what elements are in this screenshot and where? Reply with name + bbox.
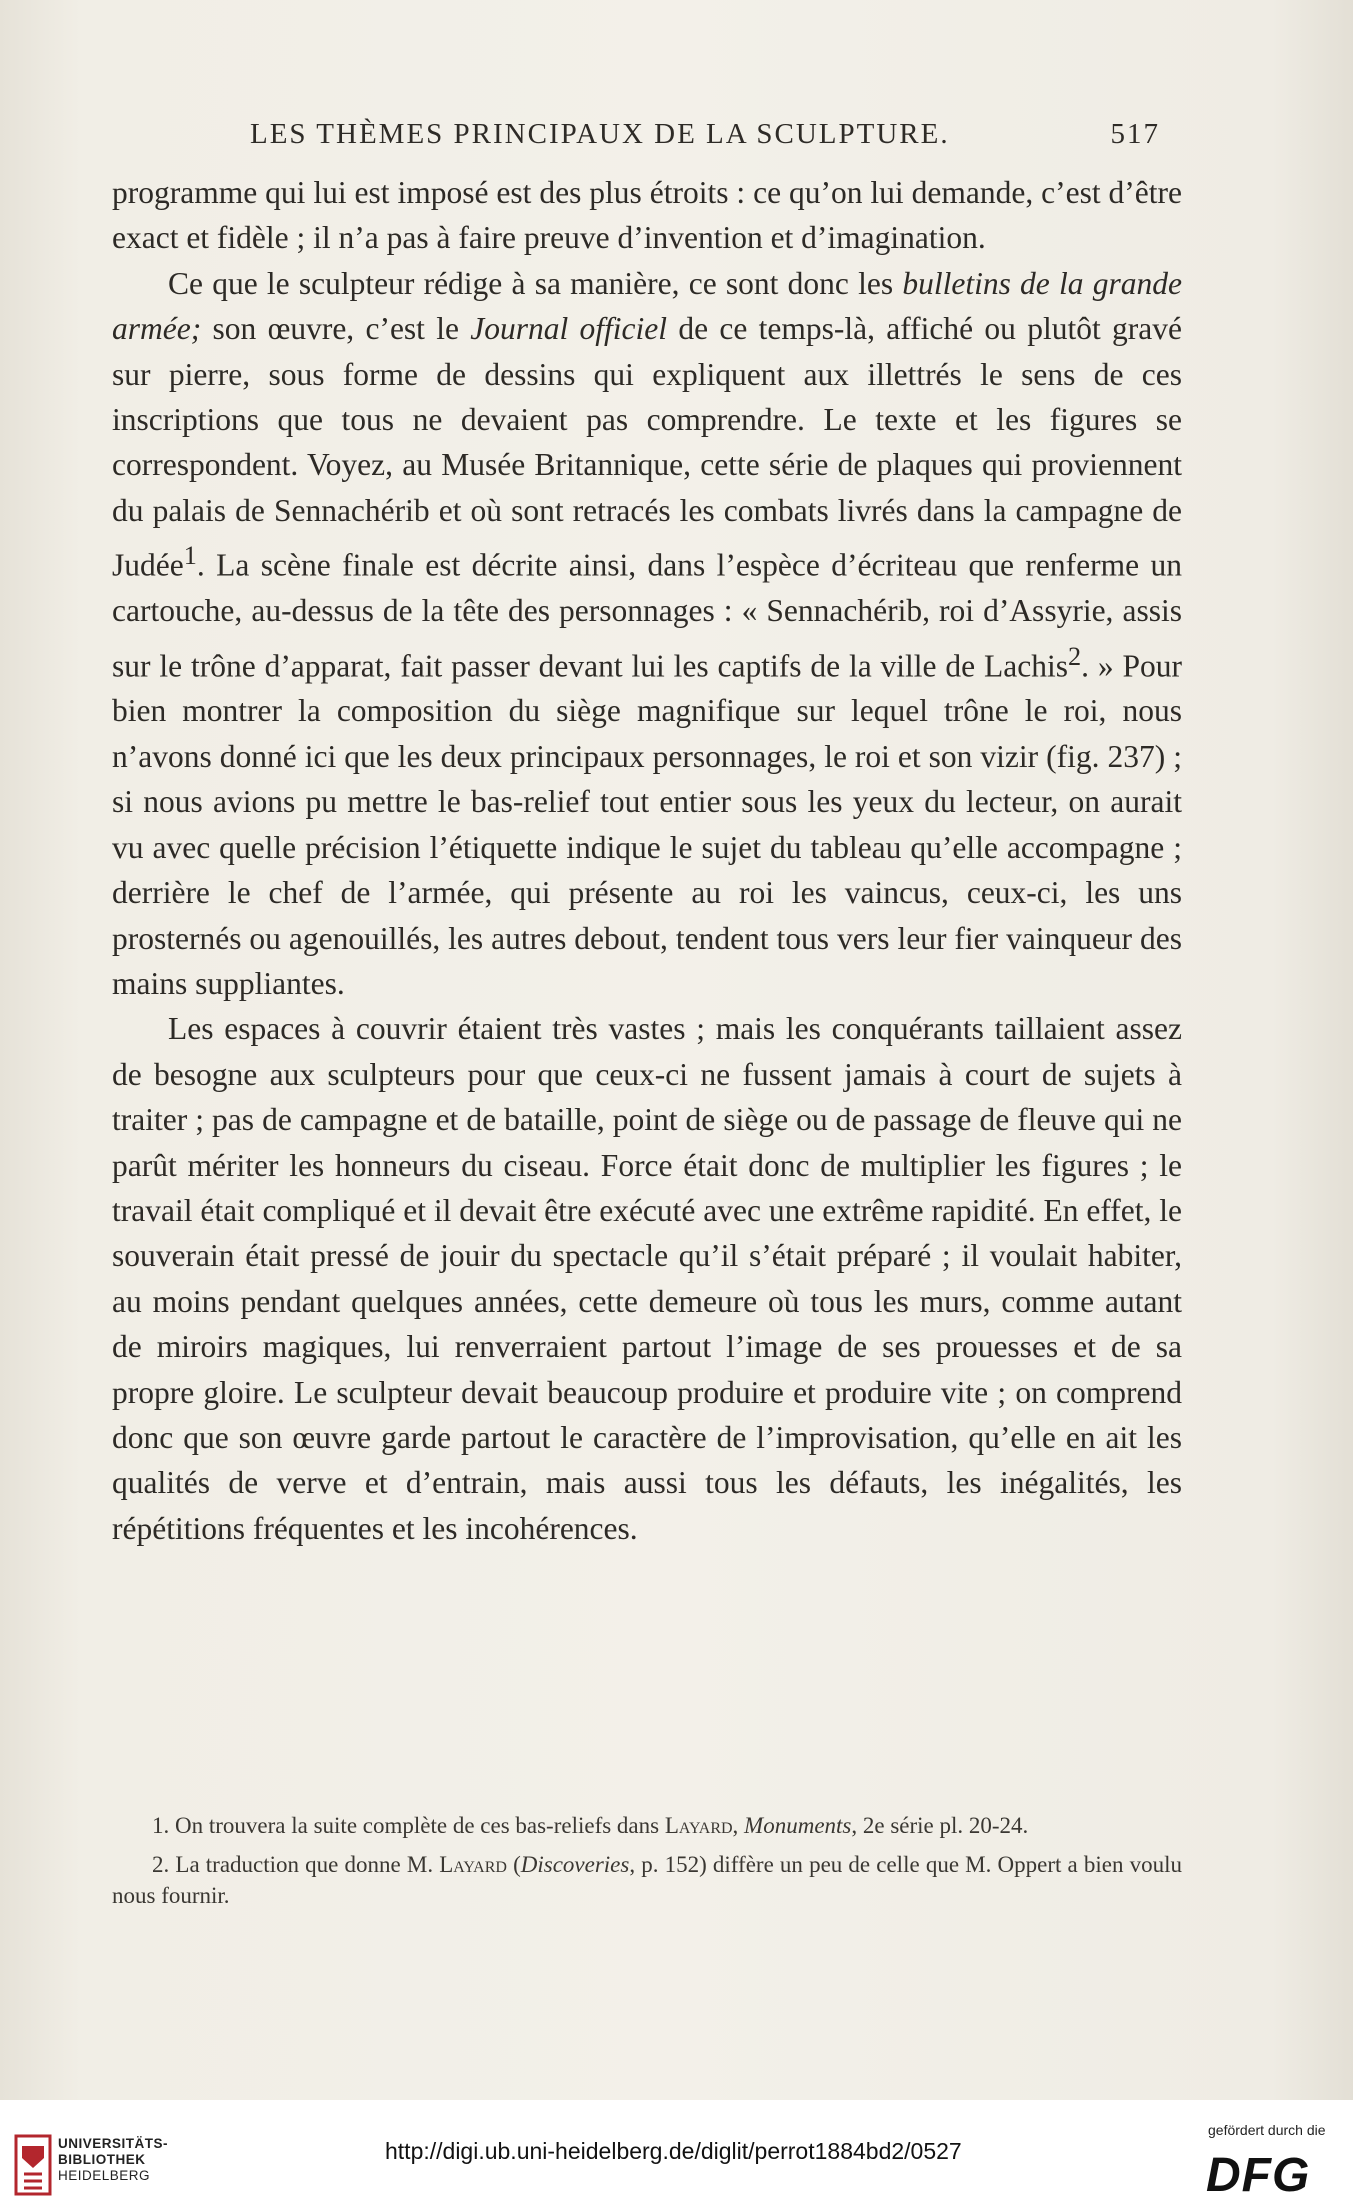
library-name-line-2: BIBLIOTHEK <box>58 2152 146 2167</box>
paragraph-3: Les espaces à couvrir étaient très vastes ; mais les conquérants taillaient assez de besogne aux sculpteurs pour que ceux-ci ne fussent jamais à court de sujets à traiter ; pas de campagne et de bataille, point de siège ou de passage de fleuve qui ne parût mériter les honneurs du ciseau. Force était donc de multiplier les figures ; le travail était compliqué et il devait être exécuté avec une extrême rapidité. En effet, le souverain était pressé de jouir du spectacle qu’il s’était préparé ; il voulait habiter, au moins pendant quelques années, cette demeure où tous les murs, comme autant de miroirs magiques, lui renverraient partout l’image de ses prouesses et de sa propre gloire. Le sculpteur devait beaucoup produire et produire vite ; on comprend donc que son œuvre garde partout le caractère de l’improvisation, qu’elle en ait les qualités de verve et d’entrain, mais aussi tous les défauts, les inégalités, les répétitions fréquentes et les incohérences. <box>112 1011 1182 1546</box>
university-library-logo-icon <box>14 2134 52 2196</box>
page-number: 517 <box>1110 118 1160 150</box>
footnote-ref-2: 2 <box>1067 641 1082 671</box>
footnote-1-number: 1. <box>152 1813 170 1838</box>
footnotes <box>112 1810 1182 1919</box>
footnote-2-title: Discoveries <box>520 1852 630 1877</box>
library-name <box>58 2136 168 2184</box>
paragraph-2-italic-journal: Journal officiel <box>470 311 668 347</box>
footnote-2 <box>112 1849 1182 1911</box>
footnote-2-number: 2. <box>152 1852 170 1877</box>
footnote-1-text-a: On trouvera la suite complète de ces bas-reliefs dans <box>169 1813 665 1838</box>
footnote-2-text-a: La traduction que donne M. <box>169 1852 440 1877</box>
paragraph-2 <box>112 261 1182 1007</box>
paragraph-2-text-a: Ce que le sculpteur rédige à sa manière, ce sont donc les <box>168 265 903 301</box>
paragraph-2-text-d: . La scène finale est décrite ainsi, dans l’espèce d’écriteau que renferme un cartouche, au-dessus de la tête des personnages : « Sennachérib, roi d’Assyrie, assis sur le trône d’apparat, fait passer devant lui les captifs de la ville de Lachis <box>112 547 1182 684</box>
footnote-1-title: Monuments <box>744 1813 852 1838</box>
body-text <box>112 170 1182 1551</box>
footnote-2-author: Layard <box>439 1852 507 1877</box>
footnote-2-text-b: ( <box>506 1852 521 1877</box>
paragraph-1: programme qui lui est imposé est des plus étroits : ce qu’on lui demande, c’est d’être exact et fidèle ; il n’a pas à faire preuve d’invention et d’imagination. <box>112 175 1182 256</box>
footnote-1-text-b: , <box>732 1813 745 1838</box>
footnote-2-text-c: , p. 152) diffère un peu de celle que M. Oppert a bien voulu nous fournir. <box>112 1852 1183 1908</box>
funded-by-label: gefördert durch die <box>1208 2122 1326 2138</box>
paragraph-2-text-b: son œuvre, c’est le <box>201 311 471 347</box>
paragraph-2-text-e: . » Pour bien montrer la composition du siège magnifique sur lequel trône le roi, nous n’avons donné ici que les deux principaux personnages, le roi et son vizir (fig. 237) ; si nous avions pu mettre le bas-relief tout entier sous les yeux du lecteur, on aurait vu avec quelle précision l’étiquette indique le sujet du tableau qu’elle accompagne ; derrière le chef de l’armée, qui présente au roi les vaincus, ceux-ci, les uns prosternés ou agenouillés, les autres debout, tendent tous vers leur fier vainqueur des mains suppliantes. <box>112 648 1182 1001</box>
footnote-1-text-c: , 2e série pl. 20-24. <box>851 1813 1029 1838</box>
running-head-title: LES THÈMES PRINCIPAUX DE LA SCULPTURE. <box>250 118 950 150</box>
footnote-1 <box>112 1810 1182 1841</box>
dfg-logo: DFG <box>1206 2149 1311 2202</box>
library-name-line-1: UNIVERSITÄTS- <box>58 2136 169 2151</box>
library-name-line-3: HEIDELBERG <box>58 2168 151 2183</box>
footnote-1-author: Layard <box>664 1813 733 1838</box>
footnote-ref-1: 1 <box>183 541 197 571</box>
source-url-link[interactable]: http://digi.ub.uni-heidelberg.de/diglit/perrot1884bd2/0527 <box>385 2138 962 2164</box>
paragraph-2-text-c: de ce temps-là, affiché ou plutôt gravé sur pierre, sous forme de dessins qui expliquent aux illettrés le sens de ces inscriptions que tous ne devaient pas comprendre. Le texte et les figures se correspondent. Voyez, au Musée Britannique, cette série de plaques qui proviennent du palais de Sennachérib et où sont retracés les combats livrés dans la campagne de Judée <box>112 311 1182 583</box>
paragraph-2-italic-bulletins: bulletins de la grande armée; <box>112 265 1182 347</box>
